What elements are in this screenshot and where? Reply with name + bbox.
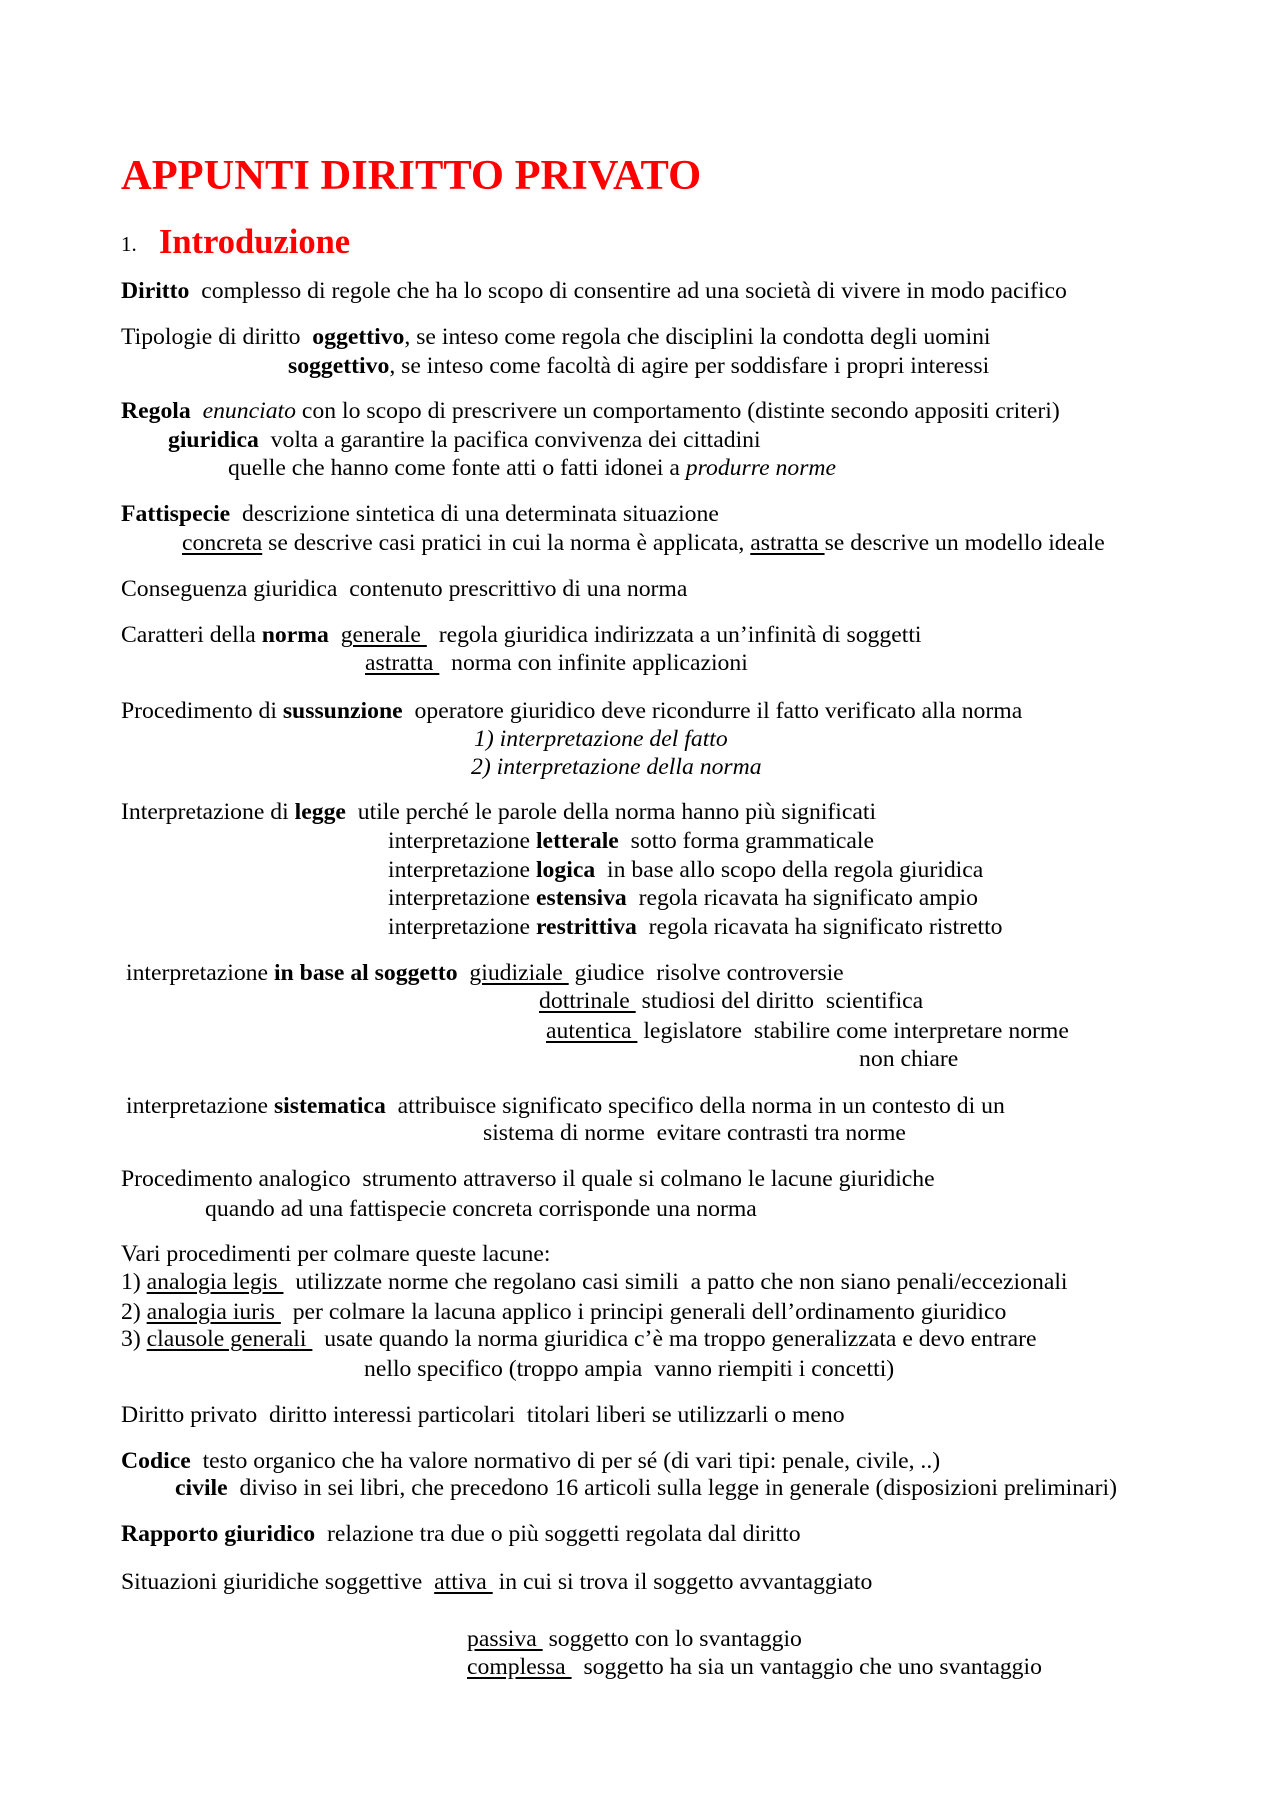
soggetto-prefix: interpretazione [126,960,274,986]
soggettivo-line [288,352,989,381]
enunciato-term: enunciato [190,398,296,424]
fattispecie-definition: descrizione sintetica di una determinata situazione [230,501,719,527]
letterale-definition: sotto forma grammaticale [618,828,875,854]
regola-fonte-line [228,454,836,483]
document-title: APPUNTI DIRITTO PRIVATO [121,152,702,199]
list-item [121,1325,1037,1354]
interpretazione-logica-line [388,856,983,885]
sistematica-continuation: sistema di norme evitare contrasti tra norme [483,1120,906,1146]
sistematica-term: sistematica [273,1093,386,1119]
rapporto-line [121,1520,801,1549]
dottrinale-definition: studiosi del diritto scientifica [635,988,924,1014]
restrittiva-term: restrittiva [535,914,637,940]
analogia-iuris-term: analogia iuris [146,1299,281,1325]
sistematica-line [126,1092,1005,1121]
logica-term: logica [535,857,596,883]
interpretazione-prefix: interpretazione [388,885,536,911]
rapporto-definition: relazione tra due o più soggetti regolata dal diritto [315,1521,801,1547]
section-number: 1. [121,232,137,256]
giuridica-definition: volta a garantire la pacifica convivenza dei cittadini [258,427,761,453]
soggettivo-definition: , se inteso come facoltà di agire per soddisfare i propri interessi [389,353,990,379]
passiva-line [467,1625,802,1654]
caratteri-astratta-line [365,649,748,678]
conseguenza-line: Conseguenza giuridica contenuto prescrittivo di una norma [121,576,688,602]
analogia-iuris-definition: per colmare la lacuna applico i principi generali dell’ordinamento giuridico [280,1299,1007,1325]
list-item-number: 3) [121,1326,147,1352]
sussunzione-term: sussunzione [282,698,403,724]
lacune-continuation: nello specifico (troppo ampia vanno riempiti i concetti) [364,1356,895,1382]
list-item [121,1298,1006,1327]
giudiziale-term: giudiziale [469,960,569,986]
soggetto-term: in base al soggetto [273,960,470,986]
fattispecie-types-line [182,529,1105,558]
sussunzione-label: Procedimento di [121,698,283,724]
sussunzione-step-2: 2) interpretazione della norma [471,754,762,780]
astratta-norma-term: astratta [365,650,440,676]
analogico-line: Procedimento analogico strumento attraverso il quale si colmano le lacune giuridiche [121,1166,935,1192]
analogico-continuation: quando ad una fattispecie concreta corrisponde una norma [205,1196,757,1222]
regola-line [121,397,1060,426]
regola-term: Regola [121,398,191,424]
interpretazione-estensiva-line [388,884,978,913]
fattispecie-term: Fattispecie [121,501,231,527]
civile-definition: diviso in sei libri, che precedono 16 articoli sulla legge in generale (disposizioni preliminari) [227,1475,1117,1501]
estensiva-term: estensiva [535,885,627,911]
codice-term: Codice [121,1448,191,1474]
restrittiva-definition: regola ricavata ha significato ristretto [636,914,1003,940]
sussunzione-step-1: 1) interpretazione del fatto [474,726,728,752]
section-title: Introduzione [159,223,351,261]
generale-definition: regola giuridica indirizzata a un’infinità di soggetti [426,622,922,648]
legge-term: legge [294,799,346,825]
giuridica-term: giuridica [168,427,259,453]
tipologie-line [121,323,991,352]
logica-definition: in base allo scopo della regola giuridica [595,857,984,883]
interpretazione-restrittiva-line [388,913,1003,942]
interpretazione-prefix: interpretazione [388,857,536,883]
oggettivo-term: oggettivo [312,324,405,350]
clausole-generali-term: clausole generali [146,1326,313,1352]
astratta-term: astratta [750,530,825,556]
generale-term: generale [340,622,427,648]
soggettivo-term: soggettivo [288,353,390,379]
astratta-definition: se descrive un modello ideale [824,530,1105,556]
dottrinale-line [539,987,923,1016]
list-item [121,1268,1068,1297]
soggetto-line [126,959,844,988]
situazioni-label: Situazioni giuridiche soggettive [121,1569,435,1595]
clausole-generali-definition: usate quando la norma giuridica c’è ma troppo generalizzata e devo entrare [312,1326,1037,1352]
diritto-line [121,277,1067,306]
list-item-number: 2) [121,1299,147,1325]
passiva-term: passiva [467,1626,543,1652]
analogia-legis-term: analogia legis [146,1269,284,1295]
sistematica-prefix: interpretazione [126,1093,274,1119]
codice-definition: testo organico che ha valore normativo di per sé (di vari tipi: penale, civile, ..) [190,1448,941,1474]
complessa-line [467,1653,1042,1682]
analogia-legis-definition: utilizzate norme che regolano casi simili a patto che non siano penali/eccezionali [283,1269,1068,1295]
autentica-term: autentica [546,1018,638,1044]
passiva-definition: soggetto con lo svantaggio [542,1626,802,1652]
attiva-definition: in cui si trova il soggetto avvantaggiato [492,1569,873,1595]
diritto-privato-line: Diritto privato diritto interessi particolari titolari liberi se utilizzarli o meno [121,1402,845,1428]
caratteri-label: Caratteri della [121,622,262,648]
autentica-definition: legislatore stabilire come interpretare norme [637,1018,1069,1044]
list-item-number: 1) [121,1269,147,1295]
regola-definition: con lo scopo di prescrivere un comportamento (distinte secondo appositi criteri) [296,398,1060,424]
attiva-term: attiva [434,1569,493,1595]
sistematica-definition: attribuisce significato specifico della norma in un contesto di un [385,1093,1005,1119]
dottrinale-term: dottrinale [539,988,636,1014]
civile-term: civile [175,1475,228,1501]
sussunzione-definition: operatore giuridico deve ricondurre il fatto verificato alla norma [402,698,1023,724]
rapporto-term: Rapporto giuridico [121,1521,316,1547]
situazioni-line [121,1568,872,1597]
diritto-term: Diritto [121,278,190,304]
oggettivo-definition: , se inteso come regola che disciplini la condotta degli uomini [404,324,991,350]
autentica-line [546,1017,1069,1046]
diritto-definition: complesso di regole che ha lo scopo di consentire ad una società di vivere in modo pacifico [189,278,1067,304]
concreta-definition: se descrive casi pratici in cui la norma è applicata, [262,530,751,556]
produrre-norme: produrre norme [685,455,837,481]
fattispecie-line [121,500,719,529]
tipologie-label: Tipologie di diritto [121,324,313,350]
letterale-term: letterale [535,828,619,854]
complessa-definition: soggetto ha sia un vantaggio che uno svantaggio [571,1654,1042,1680]
autentica-continuation: non chiare [859,1046,959,1072]
fonte-text: quelle che hanno come fonte atti o fatti idonei a [228,455,686,481]
caratteri-line [121,621,921,650]
astratta-norma-definition: norma con infinite applicazioni [439,650,748,676]
regola-giuridica-line [168,426,761,455]
legge-line [121,798,876,827]
norma-term: norma [261,622,341,648]
estensiva-definition: regola ricavata ha significato ampio [626,885,978,911]
interpretazione-letterale-line [388,827,874,856]
legge-label: Interpretazione di [121,799,295,825]
sussunzione-line [121,697,1022,726]
concreta-term: concreta [182,530,263,556]
codice-line [121,1447,940,1476]
legge-definition: utile perché le parole della norma hanno più significati [345,799,877,825]
codice-civile-line [175,1474,1117,1503]
giudiziale-definition: giudice risolve controversie [568,960,844,986]
complessa-term: complessa [467,1654,572,1680]
interpretazione-prefix: interpretazione [388,914,536,940]
interpretazione-prefix: interpretazione [388,828,536,854]
lacune-intro: Vari procedimenti per colmare queste lacune: [121,1241,551,1267]
